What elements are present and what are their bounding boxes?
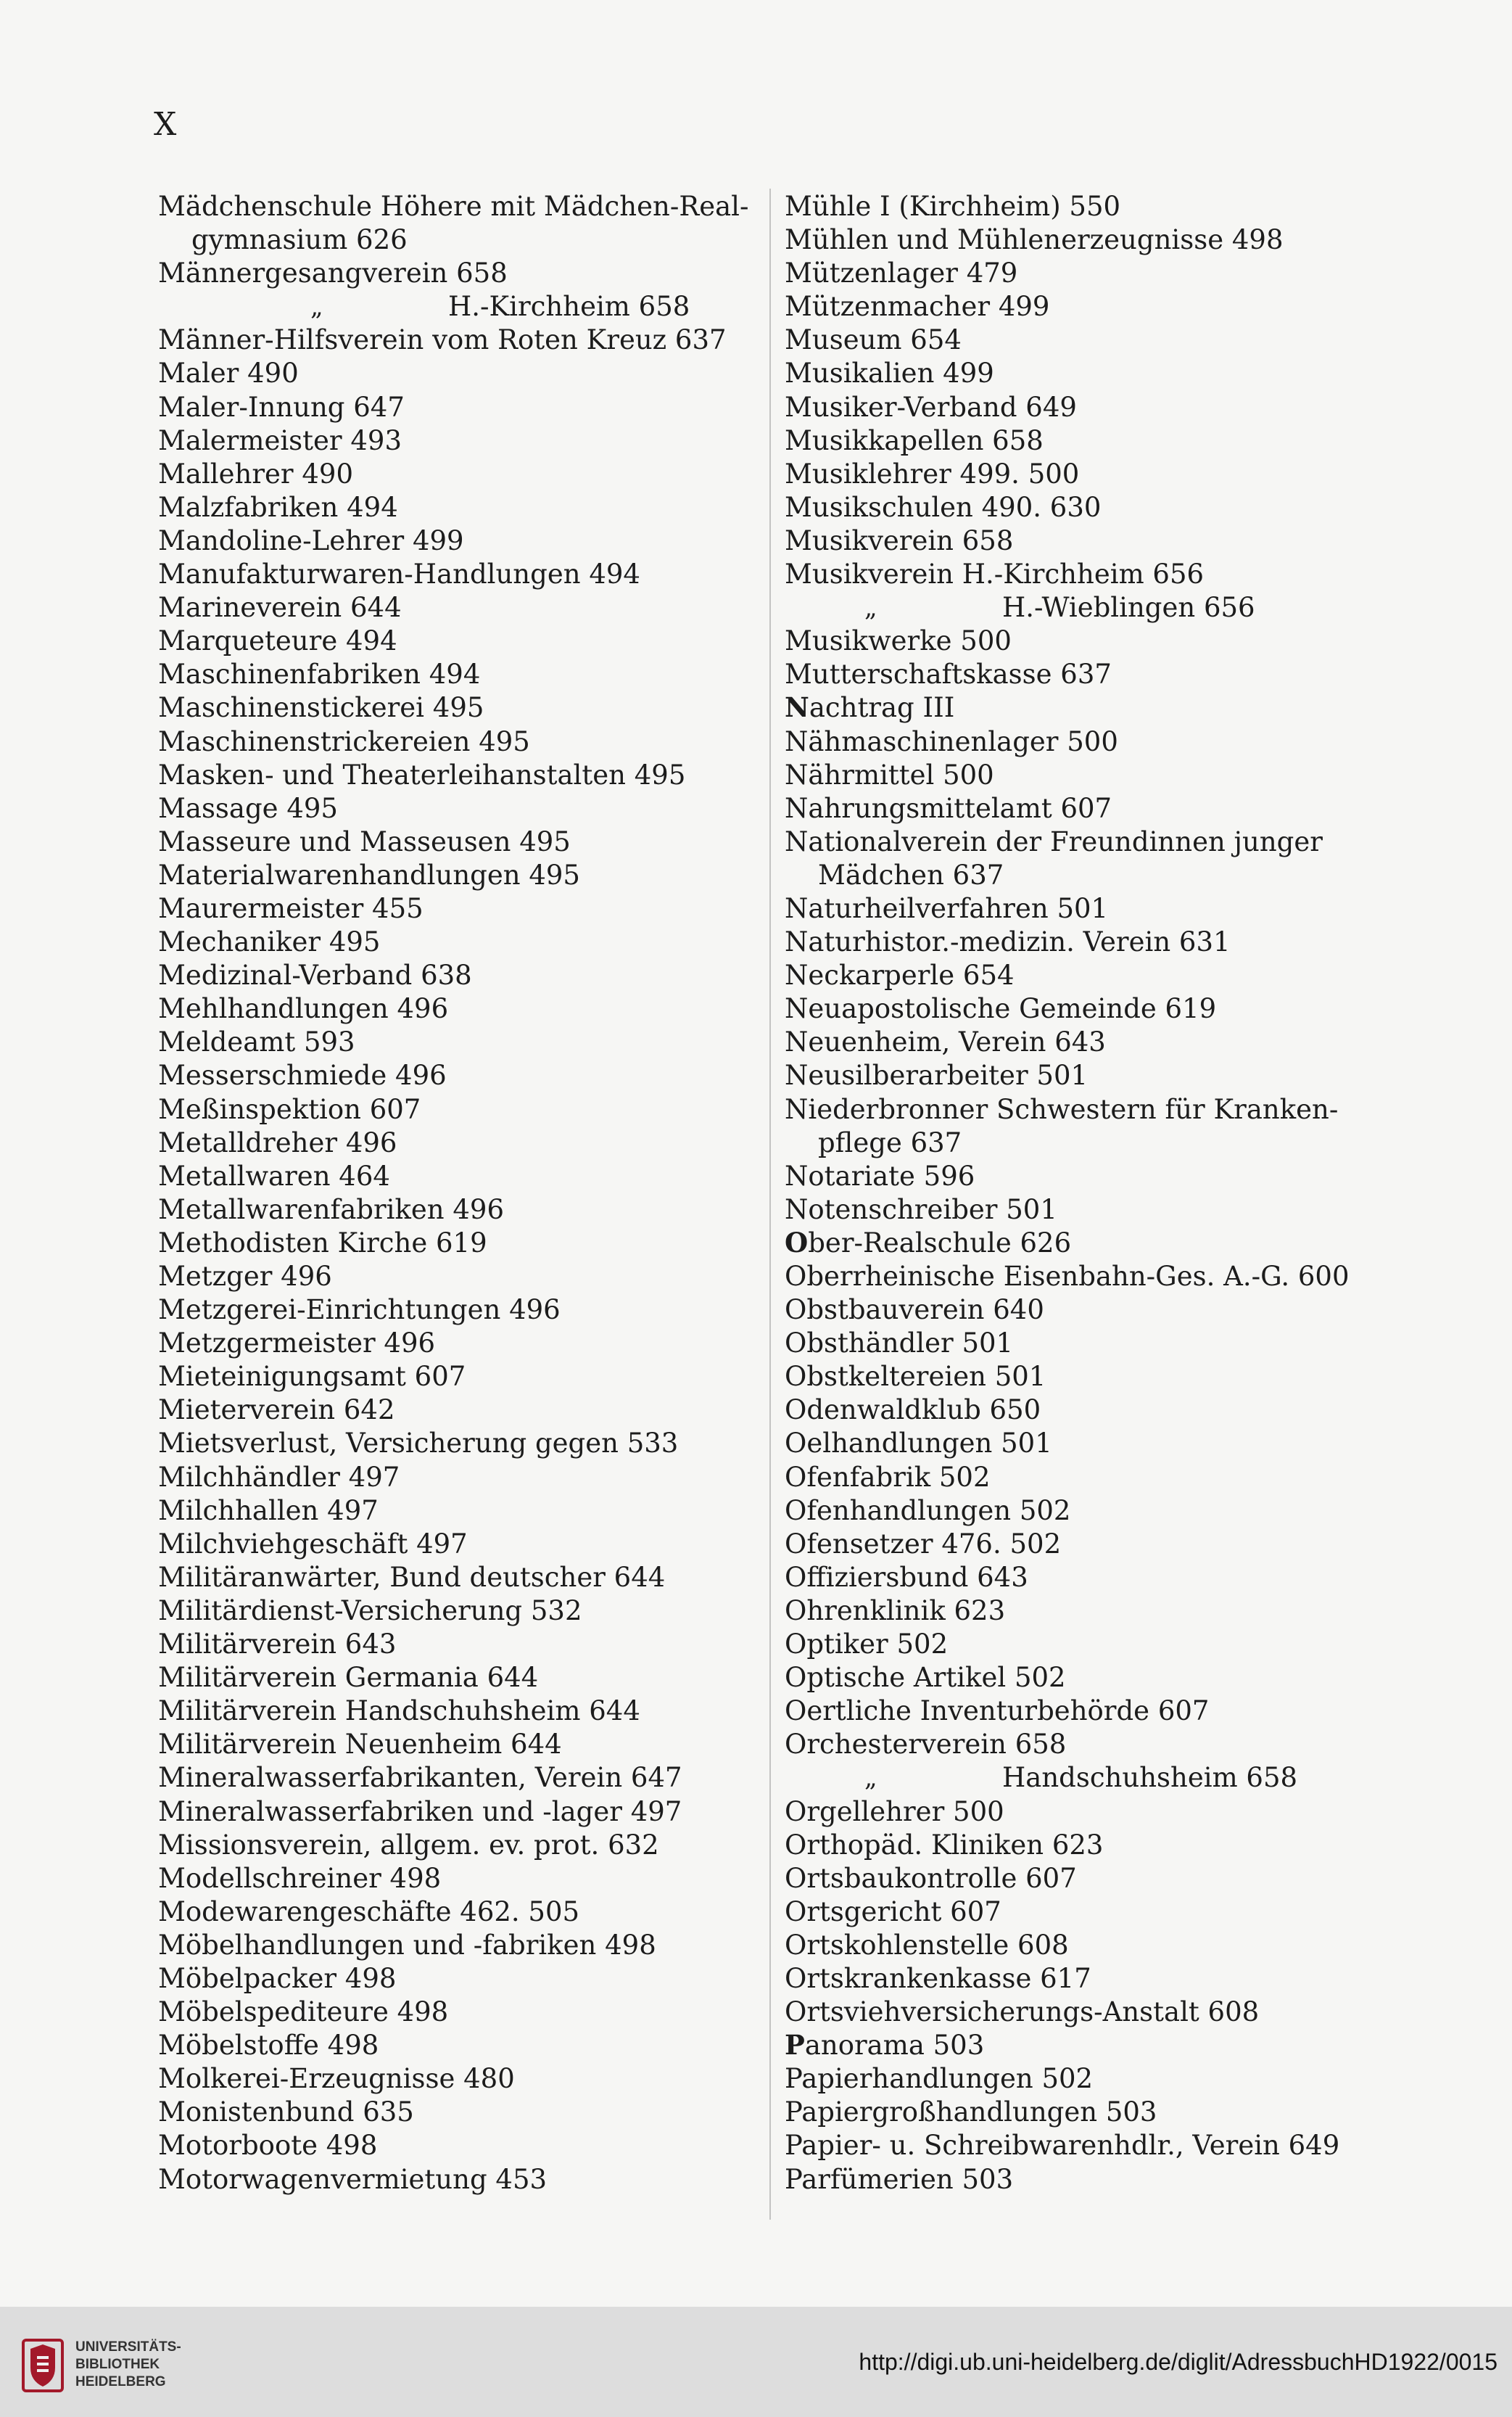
index-entry [785, 1494, 1397, 1528]
entry-text: Orthopäd. Kliniken 623 [785, 1829, 1104, 1861]
entry-text: Metallwarenfabriken 496 [158, 1193, 505, 1225]
index-entry [785, 223, 1397, 257]
entry-text: Ohrenklinik 623 [785, 1594, 1006, 1626]
entry-text: Marineverein 644 [158, 592, 402, 624]
entry-text: Mandoline-Lehrer 499 [158, 524, 464, 556]
index-entry [158, 491, 782, 524]
index-entry [158, 324, 782, 357]
index-entry [158, 859, 782, 892]
index-entry [785, 691, 1397, 725]
index-entry [785, 558, 1397, 591]
entry-text: Ofensetzer 476. 502 [785, 1528, 1062, 1560]
index-entry [785, 1059, 1397, 1092]
entry-text: Mehlhandlungen 496 [158, 993, 449, 1025]
index-entry [785, 2029, 1397, 2062]
index-entry [785, 2129, 1397, 2162]
index-entry [158, 759, 782, 792]
entry-text: Papier- u. Schreibwarenhdlr., Verein 649 [785, 2130, 1340, 2162]
entry-text: Musikwerke 500 [785, 625, 1012, 657]
index-entry [785, 591, 1397, 625]
entry-text: Möbelspediteure 498 [158, 1996, 449, 2028]
entry-text: Naturheilverfahren 501 [785, 892, 1109, 924]
entry-text-rest: achtrag III [809, 692, 955, 724]
entry-text: Neuenheim, Verein 643 [785, 1026, 1106, 1058]
entry-text: Nähmaschinenlager 500 [785, 725, 1118, 757]
index-entry [158, 892, 782, 926]
entry-text: Maschinenstickerei 495 [158, 692, 484, 724]
index-entry [158, 524, 782, 558]
index-entry [158, 1360, 782, 1393]
entry-text: Ortskrankenkasse 617 [785, 1962, 1091, 1994]
entry-text: Metzger 496 [158, 1261, 332, 1292]
index-entry [785, 2096, 1397, 2129]
entry-text: Oertliche Inventurbehörde 607 [785, 1695, 1210, 1727]
entry-text: Musikverein H.-Kirchheim 656 [785, 559, 1205, 590]
ditto-mark: „ [864, 1763, 877, 1793]
index-entry [785, 1862, 1397, 1895]
entry-text: Militärverein Handschuhsheim 644 [158, 1695, 640, 1727]
entry-text: Ortsviehversicherungs-Anstalt 608 [785, 1996, 1260, 2028]
index-entry [785, 1193, 1397, 1227]
entry-text: Metzgerei-Einrichtungen 496 [158, 1294, 561, 1326]
index-entry [158, 1160, 782, 1193]
index-entry [785, 1561, 1397, 1594]
entry-text-rest: ber-Realschule 626 [808, 1227, 1072, 1259]
entry-text: Papiergroßhandlungen 503 [785, 2096, 1157, 2128]
index-entry [158, 2029, 782, 2062]
entry-text: Mädchen 637 [818, 859, 1004, 891]
index-entry [785, 1528, 1397, 1561]
footer-bar [0, 2307, 1512, 2417]
index-entry [158, 1761, 782, 1795]
index-entry [785, 825, 1397, 859]
index-entry [158, 625, 782, 658]
entry-text: Möbelpacker 498 [158, 1962, 397, 1994]
index-entry [158, 1461, 782, 1494]
entry-text: Mineralwasserfabrikanten, Verein 647 [158, 1762, 682, 1794]
index-entry [785, 1996, 1397, 2029]
index-entry [158, 391, 782, 424]
entry-text: Mützenmacher 499 [785, 291, 1050, 323]
index-entry [785, 1293, 1397, 1327]
entry-text: Musikalien 499 [785, 358, 994, 390]
entry-text: Metalldreher 496 [158, 1127, 397, 1158]
index-entry [158, 2062, 782, 2096]
index-entry [158, 1327, 782, 1360]
entry-text: Maler-Innung 647 [158, 391, 405, 423]
entry-text: Malzfabriken 494 [158, 491, 398, 523]
entry-text: Mutterschaftskasse 637 [785, 659, 1112, 691]
entry-text: Militärverein Germania 644 [158, 1662, 539, 1694]
entry-text: Maschinenfabriken 494 [158, 659, 481, 691]
index-entry [158, 1929, 782, 1962]
library-seal-icon [22, 2339, 64, 2392]
index-entry [785, 491, 1397, 524]
logo-line-3: HEIDELBERG [75, 2374, 166, 2389]
entry-text: Mietsverlust, Versicherung gegen 533 [158, 1428, 679, 1459]
entry-text: gymnasium 626 [191, 224, 408, 256]
index-entry [785, 1594, 1397, 1628]
entry-text: Mühle I (Kirchheim) 550 [785, 191, 1121, 222]
entry-text: Offiziersbund 643 [785, 1561, 1028, 1593]
index-entry [158, 2096, 782, 2129]
index-entry [785, 1227, 1397, 1260]
index-entry [158, 1427, 782, 1460]
entry-text: pflege 637 [818, 1127, 962, 1158]
index-entry [158, 1059, 782, 1092]
index-entry [785, 759, 1397, 792]
entry-text: Militärdienst-Versicherung 532 [158, 1594, 582, 1626]
entry-text: Mieterverein 642 [158, 1394, 395, 1426]
index-entry [785, 926, 1397, 959]
index-entry [158, 1862, 782, 1895]
entry-text: Meßinspektion 607 [158, 1093, 421, 1125]
index-entry [785, 190, 1397, 223]
logo-line-1: UNIVERSITÄTS- [75, 2339, 181, 2355]
entry-text: Masseure und Masseusen 495 [158, 825, 571, 857]
index-entry [158, 926, 782, 959]
entry-text: Ofenhandlungen 502 [785, 1494, 1071, 1526]
entry-text: Neuapostolische Gemeinde 619 [785, 993, 1217, 1025]
entry-text: Neckarperle 654 [785, 960, 1015, 992]
entry-text: Mieteinigungsamt 607 [158, 1361, 466, 1393]
index-entry [785, 1327, 1397, 1360]
entry-text: Monistenbund 635 [158, 2096, 414, 2128]
index-entry [158, 1193, 782, 1227]
index-entry [785, 290, 1397, 324]
entry-text: Ortsgericht 607 [785, 1895, 1001, 1927]
entry-text: Optiker 502 [785, 1629, 949, 1660]
entry-text [785, 691, 954, 725]
entry-text: Militäranwärter, Bund deutscher 644 [158, 1561, 666, 1593]
entry-text: Notariate 596 [785, 1160, 975, 1192]
entry-text: Manufakturwaren-Handlungen 494 [158, 559, 640, 590]
entry-text: Nahrungsmittelamt 607 [785, 792, 1112, 824]
entry-text: Modewarengeschäfte 462. 505 [158, 1895, 580, 1927]
entry-text: Malermeister 493 [158, 424, 402, 456]
entry-text [785, 1226, 1071, 1260]
index-entry [158, 992, 782, 1026]
entry-text: Musikschulen 490. 630 [785, 491, 1102, 523]
index-entry [158, 1293, 782, 1327]
entry-text: Militärverein 643 [158, 1629, 397, 1660]
index-entry [158, 290, 782, 324]
index-entry [785, 1461, 1397, 1494]
entry-text: H.-Wieblingen 656 [1002, 592, 1255, 624]
index-entry [158, 223, 782, 257]
index-entry [785, 1795, 1397, 1829]
entry-text: Materialwarenhandlungen 495 [158, 859, 580, 891]
index-entry [158, 190, 782, 223]
index-entry [158, 1795, 782, 1829]
entry-text: Mützenlager 479 [785, 258, 1018, 289]
entry-text: Metzgermeister 496 [158, 1327, 436, 1359]
index-entry [158, 1260, 782, 1293]
entry-text: Metallwaren 464 [158, 1160, 390, 1192]
entry-text: Maschinenstrickereien 495 [158, 725, 530, 757]
section-initial: N [785, 691, 809, 724]
index-entry [785, 658, 1397, 691]
library-name [75, 2339, 181, 2391]
entry-text: Neusilberarbeiter 501 [785, 1060, 1088, 1092]
logo-line-2: BIBLIOTHEK [75, 2357, 160, 2372]
entry-text: Orgellehrer 500 [785, 1795, 1004, 1827]
index-entry [158, 658, 782, 691]
index-entry [785, 524, 1397, 558]
entry-text: Nährmittel 500 [785, 759, 994, 791]
entry-text: Obsthändler 501 [785, 1327, 1014, 1359]
entry-text: Handschuhsheim 658 [1002, 1762, 1298, 1794]
index-entry [785, 1728, 1397, 1761]
index-entry [158, 558, 782, 591]
index-entry [158, 1561, 782, 1594]
ditto-mark: „ [864, 593, 877, 623]
entry-text: Ortskohlenstelle 608 [785, 1929, 1069, 1961]
entry-text: Militärverein Neuenheim 644 [158, 1729, 562, 1761]
entry-text: Modellschreiner 498 [158, 1862, 442, 1894]
entry-text: H.-Kirchheim 658 [448, 291, 690, 323]
index-column-left [158, 190, 782, 2196]
index-entry [158, 1661, 782, 1695]
index-entry [785, 357, 1397, 390]
section-initial: O [785, 1226, 809, 1259]
index-entry [785, 1160, 1397, 1193]
section-initial: P [785, 2029, 805, 2062]
entry-text: Maler 490 [158, 358, 299, 390]
index-entry [785, 1895, 1397, 1929]
entry-text: Musikverein 658 [785, 524, 1014, 556]
entry-text: Musiklehrer 499. 500 [785, 458, 1080, 490]
index-entry [158, 1594, 782, 1628]
index-entry [158, 2163, 782, 2196]
entry-text: Meldeamt 593 [158, 1026, 355, 1058]
entry-text: Obstkeltereien 501 [785, 1361, 1046, 1393]
index-entry [158, 357, 782, 390]
index-entry [785, 1026, 1397, 1059]
index-entry [785, 959, 1397, 992]
entry-text [785, 2028, 984, 2062]
entry-text: Naturhistor.-medizin. Verein 631 [785, 926, 1231, 958]
index-entry [158, 825, 782, 859]
index-entry [158, 1026, 782, 1059]
index-entry [158, 1695, 782, 1728]
index-entry [785, 391, 1397, 424]
entry-text: Obstbauverein 640 [785, 1294, 1044, 1326]
index-entry [785, 992, 1397, 1026]
index-entry [785, 625, 1397, 658]
entry-text: Musikkapellen 658 [785, 424, 1044, 456]
index-entry [158, 1093, 782, 1127]
entry-text: Oelhandlungen 501 [785, 1428, 1052, 1459]
entry-text-rest: anorama 503 [804, 2030, 985, 2062]
index-entry [785, 1829, 1397, 1862]
index-entry [785, 792, 1397, 825]
entry-text: Maurermeister 455 [158, 892, 424, 924]
entry-text: Milchhändler 497 [158, 1461, 400, 1493]
entry-text: Motorboote 498 [158, 2130, 378, 2162]
entry-text: Messerschmiede 496 [158, 1060, 447, 1092]
index-entry [785, 1661, 1397, 1695]
index-entry [158, 458, 782, 491]
entry-text: Molkerei-Erzeugnisse 480 [158, 2063, 515, 2095]
library-logo[interactable] [22, 2334, 210, 2397]
index-entry [158, 1628, 782, 1661]
entry-text: Parfümerien 503 [785, 2163, 1014, 2195]
index-entry [785, 1260, 1397, 1293]
index-entry [158, 257, 782, 290]
index-entry [785, 324, 1397, 357]
ditto-mark: „ [310, 292, 323, 322]
entry-text: Mechaniker 495 [158, 926, 381, 958]
entry-text: Medizinal-Verband 638 [158, 960, 472, 992]
source-url-link[interactable]: http://digi.ub.uni-heidelberg.de/diglit/AdressbuchHD1922/0015 [859, 2349, 1497, 2375]
index-entry [785, 1929, 1397, 1962]
entry-text: Odenwaldklub 650 [785, 1394, 1041, 1426]
index-entry [785, 859, 1397, 892]
index-entry [785, 424, 1397, 458]
index-entry [785, 257, 1397, 290]
index-entry [785, 1093, 1397, 1127]
index-entry [785, 1427, 1397, 1460]
index-entry [158, 1127, 782, 1160]
index-entry [158, 792, 782, 825]
entry-text: Mallehrer 490 [158, 458, 353, 490]
index-entry [158, 1962, 782, 1996]
index-entry [785, 1962, 1397, 1996]
index-entry [158, 2129, 782, 2162]
entry-text: Notenschreiber 501 [785, 1193, 1057, 1225]
entry-text: Niederbronner Schwestern für Kranken- [785, 1093, 1339, 1125]
entry-text: Musiker-Verband 649 [785, 391, 1077, 423]
column-divider [769, 189, 771, 2220]
index-entry [785, 458, 1397, 491]
index-entry [785, 1695, 1397, 1728]
index-entry [785, 1628, 1397, 1661]
index-entry [158, 959, 782, 992]
entry-text: Milchhallen 497 [158, 1494, 379, 1526]
index-entry [158, 725, 782, 759]
entry-text: Motorwagenvermietung 453 [158, 2163, 548, 2195]
entry-text: Milchviehgeschäft 497 [158, 1528, 468, 1560]
entry-text: Massage 495 [158, 792, 338, 824]
index-entry [785, 2062, 1397, 2096]
index-entry [158, 1393, 782, 1427]
entry-text: Männergesangverein 658 [158, 258, 508, 289]
index-entry [158, 591, 782, 625]
entry-text: Mädchenschule Höhere mit Mädchen-Real- [158, 191, 749, 222]
index-entry [158, 1227, 782, 1260]
entry-text: Mineralwasserfabriken und -lager 497 [158, 1795, 682, 1827]
entry-text: Männer-Hilfsverein vom Roten Kreuz 637 [158, 324, 727, 356]
index-entry [785, 892, 1397, 926]
index-entry [785, 1127, 1397, 1160]
index-entry [158, 424, 782, 458]
index-entry [785, 1393, 1397, 1427]
index-column-right [785, 190, 1397, 2196]
index-entry [158, 691, 782, 725]
index-entry [785, 1360, 1397, 1393]
index-entry [158, 1895, 782, 1929]
entry-text: Ortsbaukontrolle 607 [785, 1862, 1077, 1894]
entry-text: Nationalverein der Freundinnen junger [785, 825, 1323, 857]
entry-text: Masken- und Theaterleihanstalten 495 [158, 759, 686, 791]
entry-text: Methodisten Kirche 619 [158, 1227, 487, 1259]
index-entry [785, 725, 1397, 759]
entry-text: Mühlen und Mühlenerzeugnisse 498 [785, 224, 1284, 256]
index-entry [158, 1996, 782, 2029]
entry-text: Missionsverein, allgem. ev. prot. 632 [158, 1829, 659, 1861]
index-entry [785, 2163, 1397, 2196]
entry-text: Möbelhandlungen und -fabriken 498 [158, 1929, 656, 1961]
index-entry [158, 1728, 782, 1761]
index-entry [158, 1829, 782, 1862]
entry-text: Optische Artikel 502 [785, 1662, 1066, 1694]
entry-text: Oberrheinische Eisenbahn-Ges. A.-G. 600 [785, 1261, 1350, 1292]
index-entry [785, 1761, 1397, 1795]
entry-text: Papierhandlungen 502 [785, 2063, 1094, 2095]
entry-text: Möbelstoffe 498 [158, 2030, 379, 2062]
index-entry [158, 1494, 782, 1528]
index-entry [158, 1528, 782, 1561]
page-number: X [154, 106, 177, 143]
entry-text: Orchesterverein 658 [785, 1729, 1067, 1761]
entry-text: Ofenfabrik 502 [785, 1461, 991, 1493]
entry-text: Museum 654 [785, 324, 962, 356]
entry-text: Marqueteure 494 [158, 625, 397, 657]
